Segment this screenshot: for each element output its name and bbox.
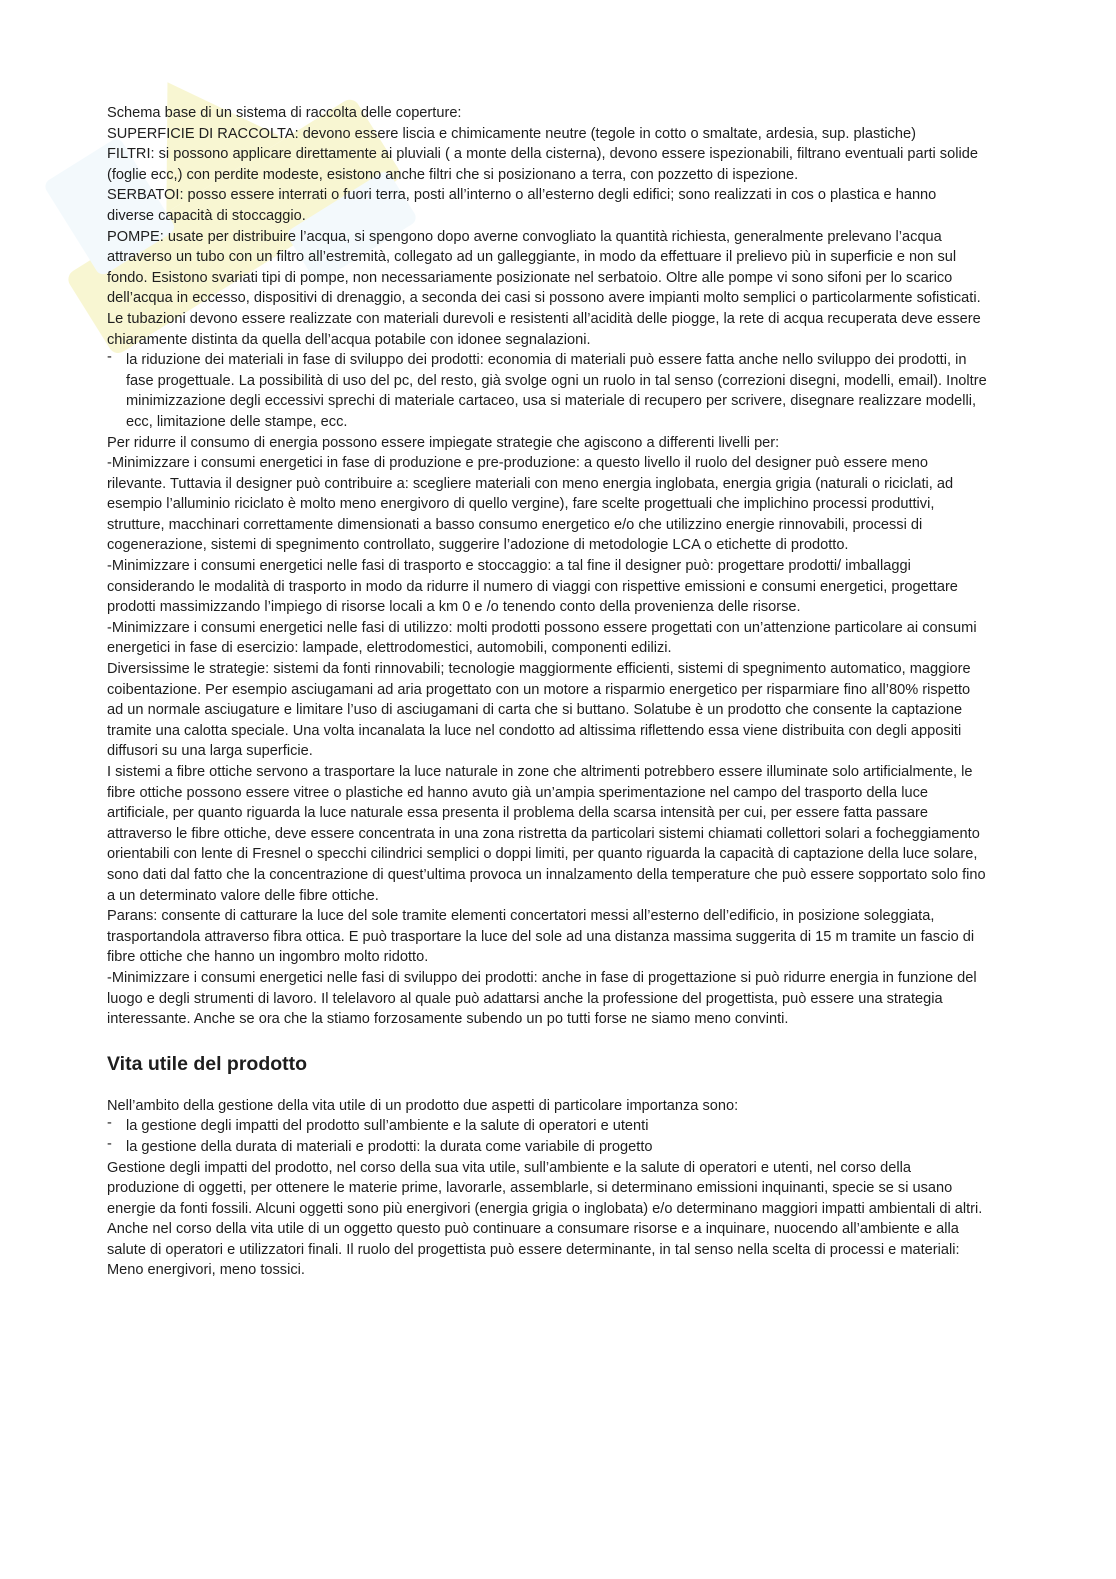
paragraph: Diversissime le strategie: sistemi da fonti rinnovabili; tecnologie maggiormente efficienti, sistemi di spegnimento automatico, maggiore coibentazione. Per esempio asciugamani ad aria progettato con un motore a risparmio energetico per risparmiare fino all’80% rispetto ad un normale asciugature e limitare l’uso di asciugamani di carta che si buttano. Solatube è un prodotto che consente la captazione tramite una calotta speciale. Una volta incanalata la luce nel condotto ad altissima riflettendo essa viene distribuita con degli appositi diffusori su una larga superficie.: [107, 661, 971, 760]
paragraph: -Minimizzare i consumi energetici in fase di produzione e pre-produzione: a questo livello il ruolo del designer può essere meno rilevante. Tuttavia il designer può contribuire a: scegliere materiali con meno energia inglobata, energia grigia (naturali o riciclati, ad esempio l’alluminio riciclato è molto meno energivoro di quello vergine), fare scelte progettuali che implichino processi produttivi, strutture, macchinari correttamente dimensionati a basso consumo energetico e/o che utilizzino energie rinnovabili, processi di cogenerazione, sistemi di spegnimento controllato, suggerire l’adozione di metodologie LCA o etichette di prodotto.: [107, 455, 954, 554]
bullet-text: la gestione della durata di materiali e prodotti: la durata come variabile di progetto: [126, 1138, 653, 1155]
paragraph: SERBATOI: posso essere interrati o fuori terra, posti all’interno o all’esterno degli edifici; sono realizzati in cos o plastica e hanno diverse capacità di stoccaggio.: [107, 187, 937, 224]
paragraph: FILTRI: si possono applicare direttamente ai pluviali ( a monte della cisterna), devono essere ispezionabili, filtrano eventuali parti solide (foglie ecc,) con perdite modeste, esistono anche filtri che si posizionano a terra, con pozzetto di ispezione.: [107, 146, 978, 183]
paragraph: Nell’ambito della gestione della vita utile di un prodotto due aspetti di particolare importanza sono:: [107, 1097, 739, 1114]
paragraph: -Minimizzare i consumi energetici nelle fasi di utilizzo: molti prodotti possono essere progettati con un’attenzione particolare ai consumi energetici in fase di esercizio: lampade, elettrodomestici, automobili, componenti edilizi.: [107, 619, 977, 657]
section-heading: Vita utile del prodotto: [107, 1052, 308, 1075]
paragraph: SUPERFICIE DI RACCOLTA: devono essere liscia e chimicamente neutre (tegole in cotto o smaltate, ardesia, sup. plastiche): [107, 125, 916, 142]
bullet-dash: -: [107, 349, 112, 366]
bullet-item: [107, 1137, 987, 1158]
bullet-text: la riduzione dei materiali in fase di sviluppo dei prodotti: economia di materiali può essere fatta anche nello sviluppo dei prodotti, in fase progettuale. La possibilità di uso del pc, del resto, già svolge ogni un ruolo in tal senso (correzioni disegni, modelli, email). Inoltre minimizzazione degli eccessivi sprechi di materiale cartaceo, usa si materiale di recupero per scrivere, disegnare realizzare modelli, ecc, limitazione delle stampe, ecc.: [126, 352, 987, 430]
bullet-dash: -: [107, 1135, 112, 1152]
bullet-dash: -: [107, 1115, 112, 1132]
paragraph: Gestione degli impatti del prodotto, nel corso della sua vita utile, sull’ambiente e la salute di operatori e utenti, nel corso della produzione di oggetti, per ottenere le materie prime, lavorarle, assemblarle, si determinano emissioni inquinanti, specie se si usano energie da fonti fossili. Alcuni oggetti sono più energivori (energia grigia o inglobata) e/o determinano maggiori impatti ambientali di altri. Anche nel corso della vita utile di un oggetto questo può continuare a consumare risorse e a inquinare, nuocendo all’ambiente e alla salute di operatori e utilizzatori finali. Il ruolo del progettista può essere determinante, in tal senso nella scelta di processi e materiali: Meno energivori, meno tossici.: [107, 1159, 983, 1279]
paragraph: I sistemi a fibre ottiche servono a trasportare la luce naturale in zone che altrimenti potrebbero essere illuminate solo artificialmente, le fibre ottiche possono essere vitree o plastiche ed hanno avuto già un’ampia sperimentazione nel campo del trasporto della luce artificiale, per quanto riguarda la luce naturale essa presenta il problema della scarsa intensità per cui, per essere fatta passare attraverso le fibre ottiche, deve essere concentrata in una zona ristretta da particolari sistemi chiamati collettori solari a focheggiamento orientabili con lente di Fresnel o specchi cilindrici semplici o doppi limiti, per quanto riguarda la capacità di captazione della luce solare, sono dati dal fatto che la concentrazione di quest’ultima provoca un innalzamento della temperature che può essere sopportato solo fino a un determinato valore delle fibre ottiche.: [107, 764, 986, 904]
paragraph: Parans: consente di catturare la luce del sole tramite elementi concertatori messi all’esterno dell’edificio, in posizione soleggiata, trasportandola attraverso fibra ottica. E può trasportare la luce del sole ad una distanza massima suggerita di 15 m tramite un fascio di fibre ottiche che hanno un ingombro molto ridotto.: [107, 908, 975, 966]
paragraph: -Minimizzare i consumi energetici nelle fasi di trasporto e stoccaggio: a tal fine il designer può: progettare prodotti/ imballaggi considerando le modalità di trasporto in modo da ridurre il numero di viaggi con rispettive emissioni e consumi energetici, progettare prodotti massimizzando l’impiego di risorse locali a km 0 e /o tenendo conto della provenienza delle risorse.: [107, 558, 958, 616]
bullet-item: [107, 1116, 987, 1137]
bullet-item: [107, 350, 987, 432]
document-page: [107, 103, 987, 1281]
paragraph: Schema base di un sistema di raccolta delle coperture:: [107, 105, 462, 121]
bullet-text: la gestione degli impatti del prodotto sull’ambiente e la salute di operatori e utenti: [126, 1118, 649, 1135]
paragraph: -Minimizzare i consumi energetici nelle fasi di sviluppo dei prodotti: anche in fase di progettazione si può ridurre energia in funzione del luogo e degli strumenti di lavoro. Il telelavoro al quale può adattarsi anche la professione del progettista, può essere una strategia interessante. Anche se ora che la stiamo forzosamente subendo un po tutti forse ne siamo meno convinti.: [107, 969, 977, 1028]
paragraph: POMPE: usate per distribuire l’acqua, si spengono dopo averne convogliato la quantità richiesta, generalmente prelevano l’acqua attraverso un tubo con un filtro all’estremità, collegato ad un galleggiante, in modo da effettuare il prelievo più in superficie e non sul fondo. Esistono svariati tipi di pompe, non necessariamente posizionate nel serbatoio. Oltre alle pompe vi sono sifoni per lo scarico dell’acqua in eccesso, dispositivi di drenaggio, a seconda dei casi si possono avere impianti molto semplici o particolarmente sofisticati. Le tubazioni devono essere realizzate con materiali durevoli e resistenti all’acidità delle piogge, la rete di acqua recuperata deve essere chiaramente distinta da quella dell’acqua potabile con idonee segnalazioni.: [107, 228, 981, 348]
paragraph: Per ridurre il consumo di energia possono essere impiegate strategie che agiscono a differenti livelli per:: [107, 434, 780, 451]
